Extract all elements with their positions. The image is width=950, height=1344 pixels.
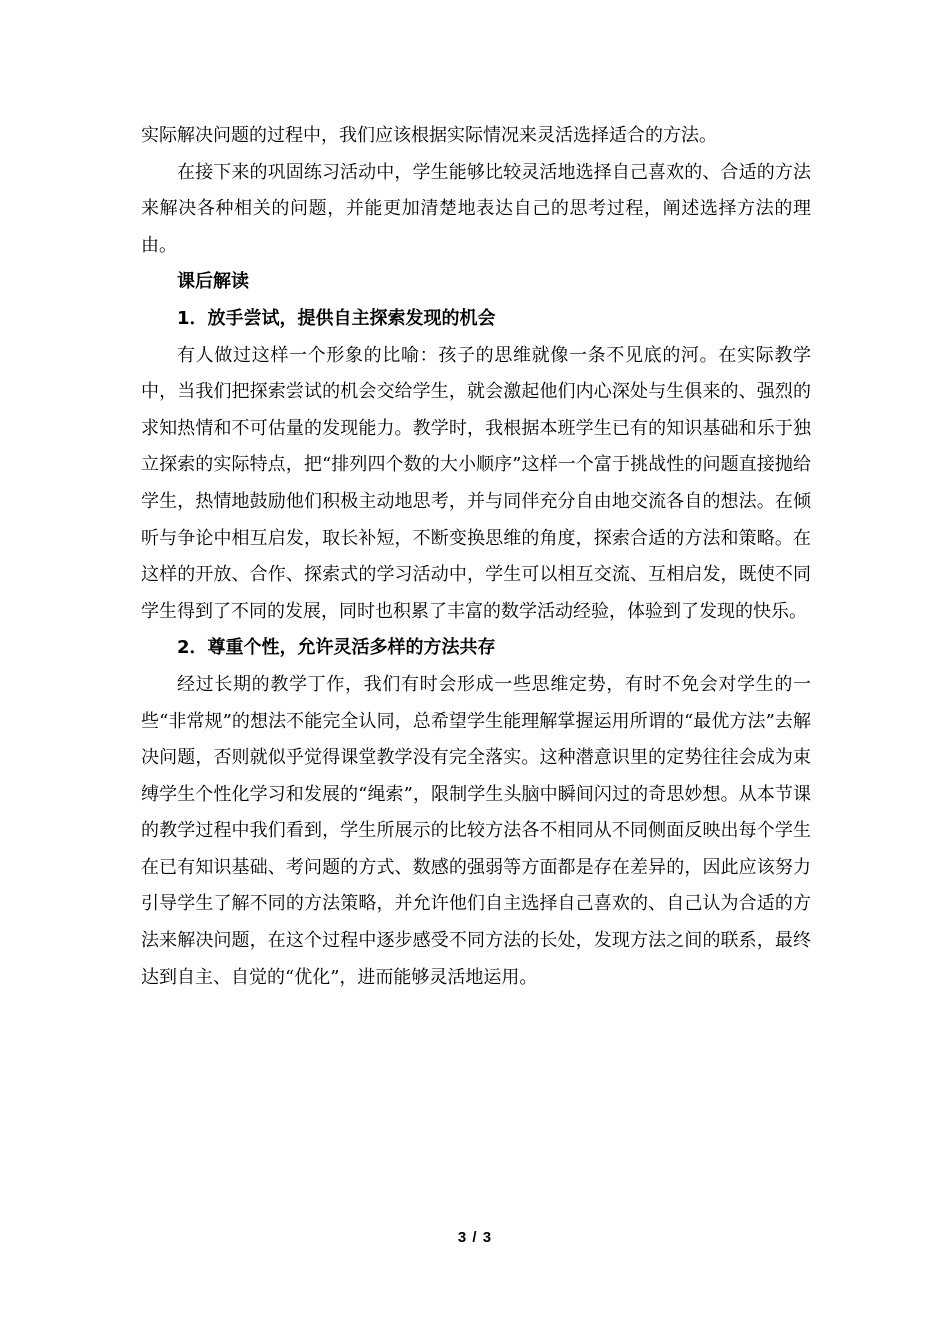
section-2-heading: 2．尊重个性，允许灵活多样的方法共存 [177,637,496,659]
section-1-body: 有人做过这样一个形象的比喻：孩子的思维就像一条不见底的河。在实际教学中，当我们把探索尝试的机会交给学生，就会激起他们内心深处与生俱来的、强烈的求知热情和不可估量的发现能力。教学时，我根据本班学生已有的知识基础和乐于独立探索的实际特点，把“排列四个数的大小顺序”这样一个富于挑战性的问题直接抛给学生，热情地鼓励他们积极主动地思考，并与同伴充分自由地交流各自的想法。在倾听与争论中相互启发，取长补短，不断变换思维的角度，探索合适的方法和策略。在这样的开放、合作、探索式的学习活动中，学生可以相互交流、互相启发，既使不同学生得到了不同的发展，同时也积累了丰富的数学活动经验，体验到了发现的快乐。 [141,344,811,622]
section-1-heading: 1．放手尝试，提供自主探索发现的机会 [177,307,496,329]
section-2-body: 经过长期的教学丁作，我们有时会形成一些思维定势，有时不免会对学生的一些“非常规”的想法不能完全认同，总希望学生能理解掌握运用所谓的“最优方法”去解决问题，否则就似乎觉得课堂教学没有完全落实。这种潜意识里的定势往往会成为束缚学生个性化学习和发展的“绳索”，限制学生头脑中瞬间闪过的奇思妙想。从本节课的教学过程中我们看到，学生所展示的比较方法各不相同从不同侧面反映出每个学生在已有知识基础、考问题的方式、数感的强弱等方面都是存在差异的，因此应该努力引导学生了解不同的方法策略，并允许他们自主选择自己喜欢的、自己认为合适的方法来解决问题，在这个过程中逐步感受不同方法的长处，发现方法之间的联系，最终达到自主、自觉的“优化”，进而能够灵活地运用。 [141,673,811,988]
paragraph-intro-continuation: 实际解决问题的过程中，我们应该根据实际情况来灵活选择适合的方法。 [141,125,717,146]
paragraph-practice: 在接下来的巩固练习活动中，学生能够比较灵活地选择自己喜欢的、合适的方法来解决各种相关的问题，并能更加清楚地表达自己的思考过程，阐述选择方法的理由。 [141,161,811,256]
page-number: 3 / 3 [457,1229,493,1246]
document-body [141,118,811,996]
section-title: 课后解读 [177,271,249,293]
